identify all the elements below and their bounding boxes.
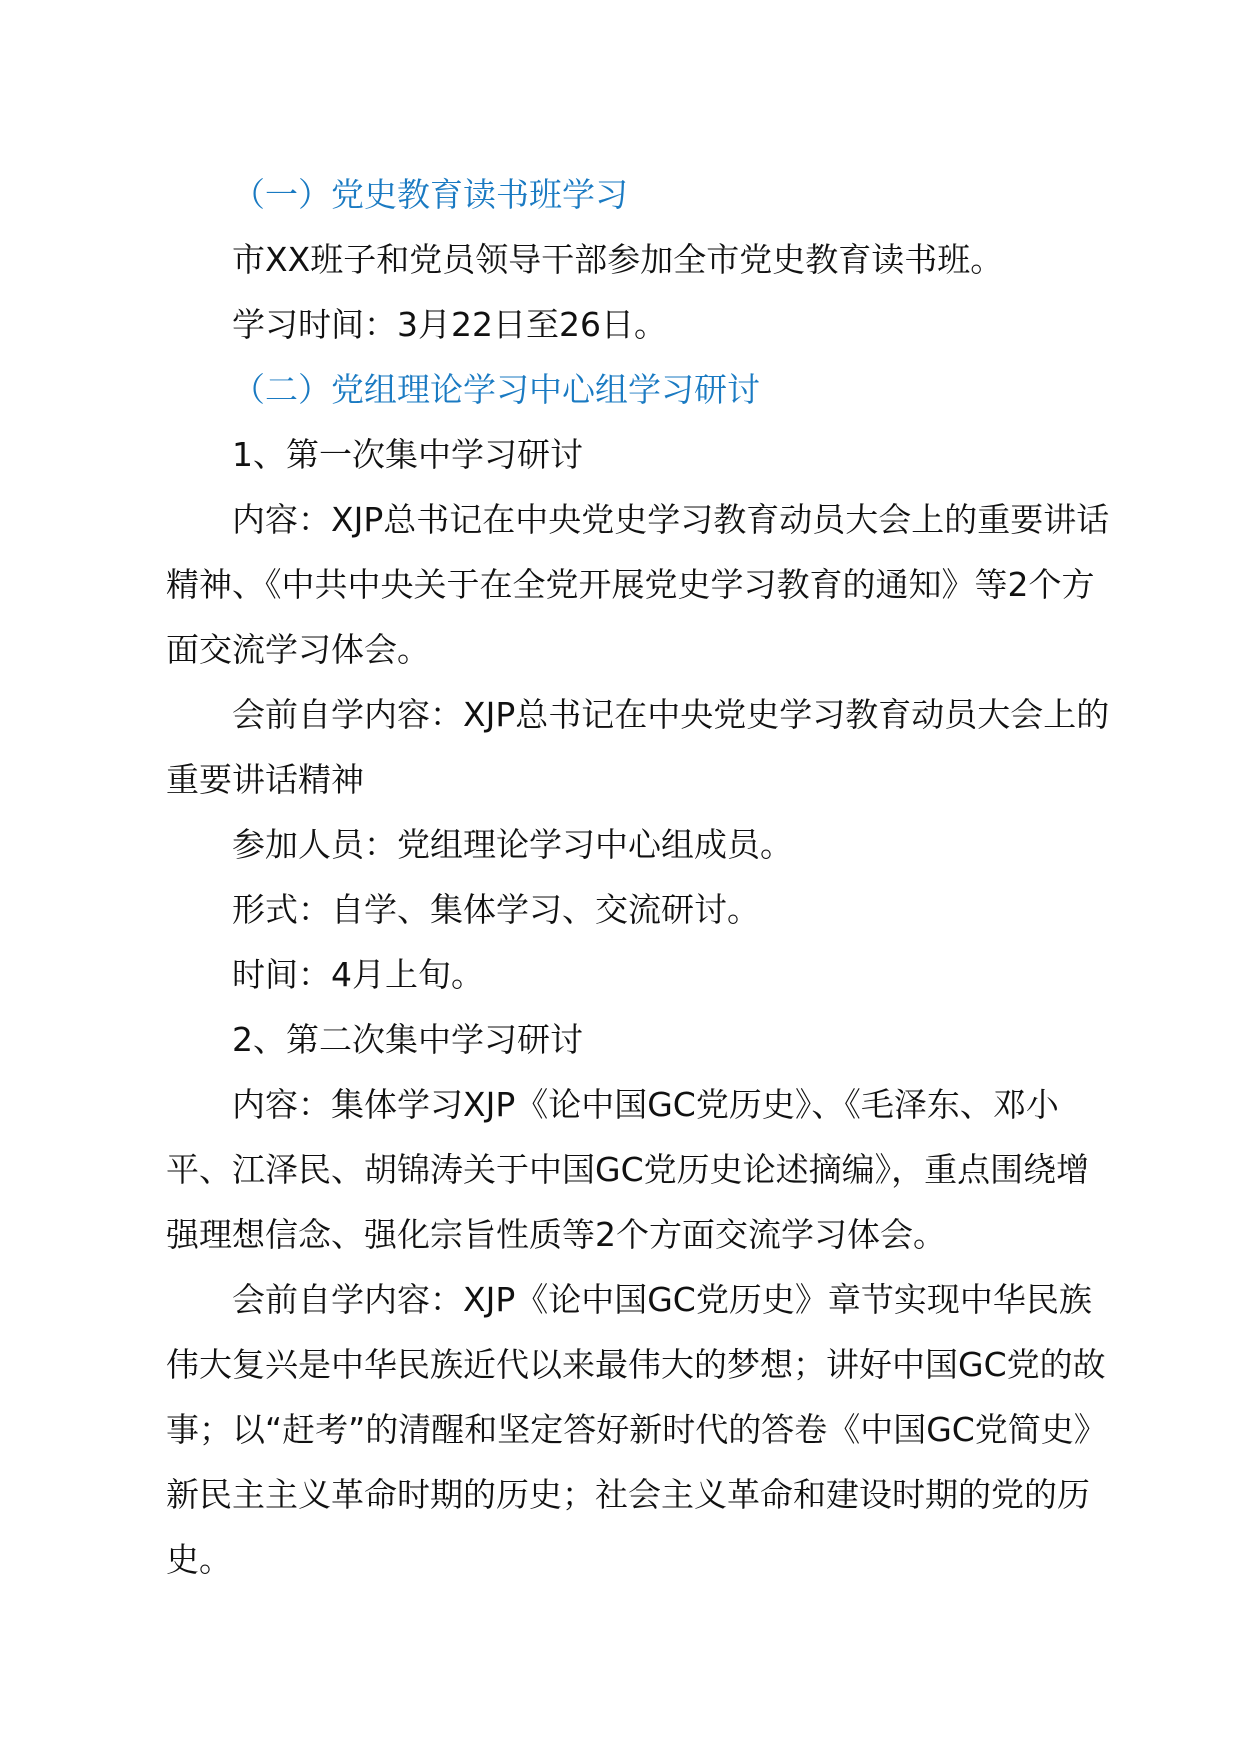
document-page: [166, 162, 1120, 1592]
session-2-title: 2、第二次集中学习研讨: [232, 1020, 583, 1059]
section-2-heading: （二）党组理论学习中心组学习研讨: [232, 370, 760, 409]
session-1-time: 时间：4月上旬。: [232, 955, 484, 994]
session-2-content: 内容：集体学习XJP《论中国GC党历史》、《毛泽东、邓小平、江泽民、胡锦涛关于中国GC党历史论述摘编》，重点围绕增强理想信念、强化宗旨性质等2个方面交流学习体会。: [166, 1085, 1090, 1254]
session-1-pre-study: 会前自学内容：XJP总书记在中央党史学习教育动员大会上的重要讲话精神: [166, 695, 1110, 799]
session-1-form: 形式：自学、集体学习、交流研讨。: [232, 890, 760, 929]
session-1-title: 1、第一次集中学习研讨: [232, 435, 583, 474]
session-1-participants: 参加人员：党组理论学习中心组成员。: [232, 825, 793, 864]
section-1-paragraph-1: 市XX班子和党员领导干部参加全市党史教育读书班。: [232, 240, 1004, 279]
section-1-heading: （一）党史教育读书班学习: [232, 175, 628, 214]
session-2-pre-study: 会前自学内容：XJP《论中国GC党历史》章节实现中华民族伟大复兴是中华民族近代以来最伟大的梦想；讲好中国GC党的故事；以“赶考”的清醒和坚定答好新时代的答卷《中国GC党简史》新民主主义革命时期的历史；社会主义革命和建设时期的党的历史。: [166, 1280, 1107, 1579]
session-1-content: 内容：XJP总书记在中央党史学习教育动员大会上的重要讲话精神、《中共中央关于在全党开展党史学习教育的通知》等2个方面交流学习体会。: [166, 500, 1110, 669]
section-1-study-time: 学习时间：3月22日至26日。: [232, 305, 667, 344]
